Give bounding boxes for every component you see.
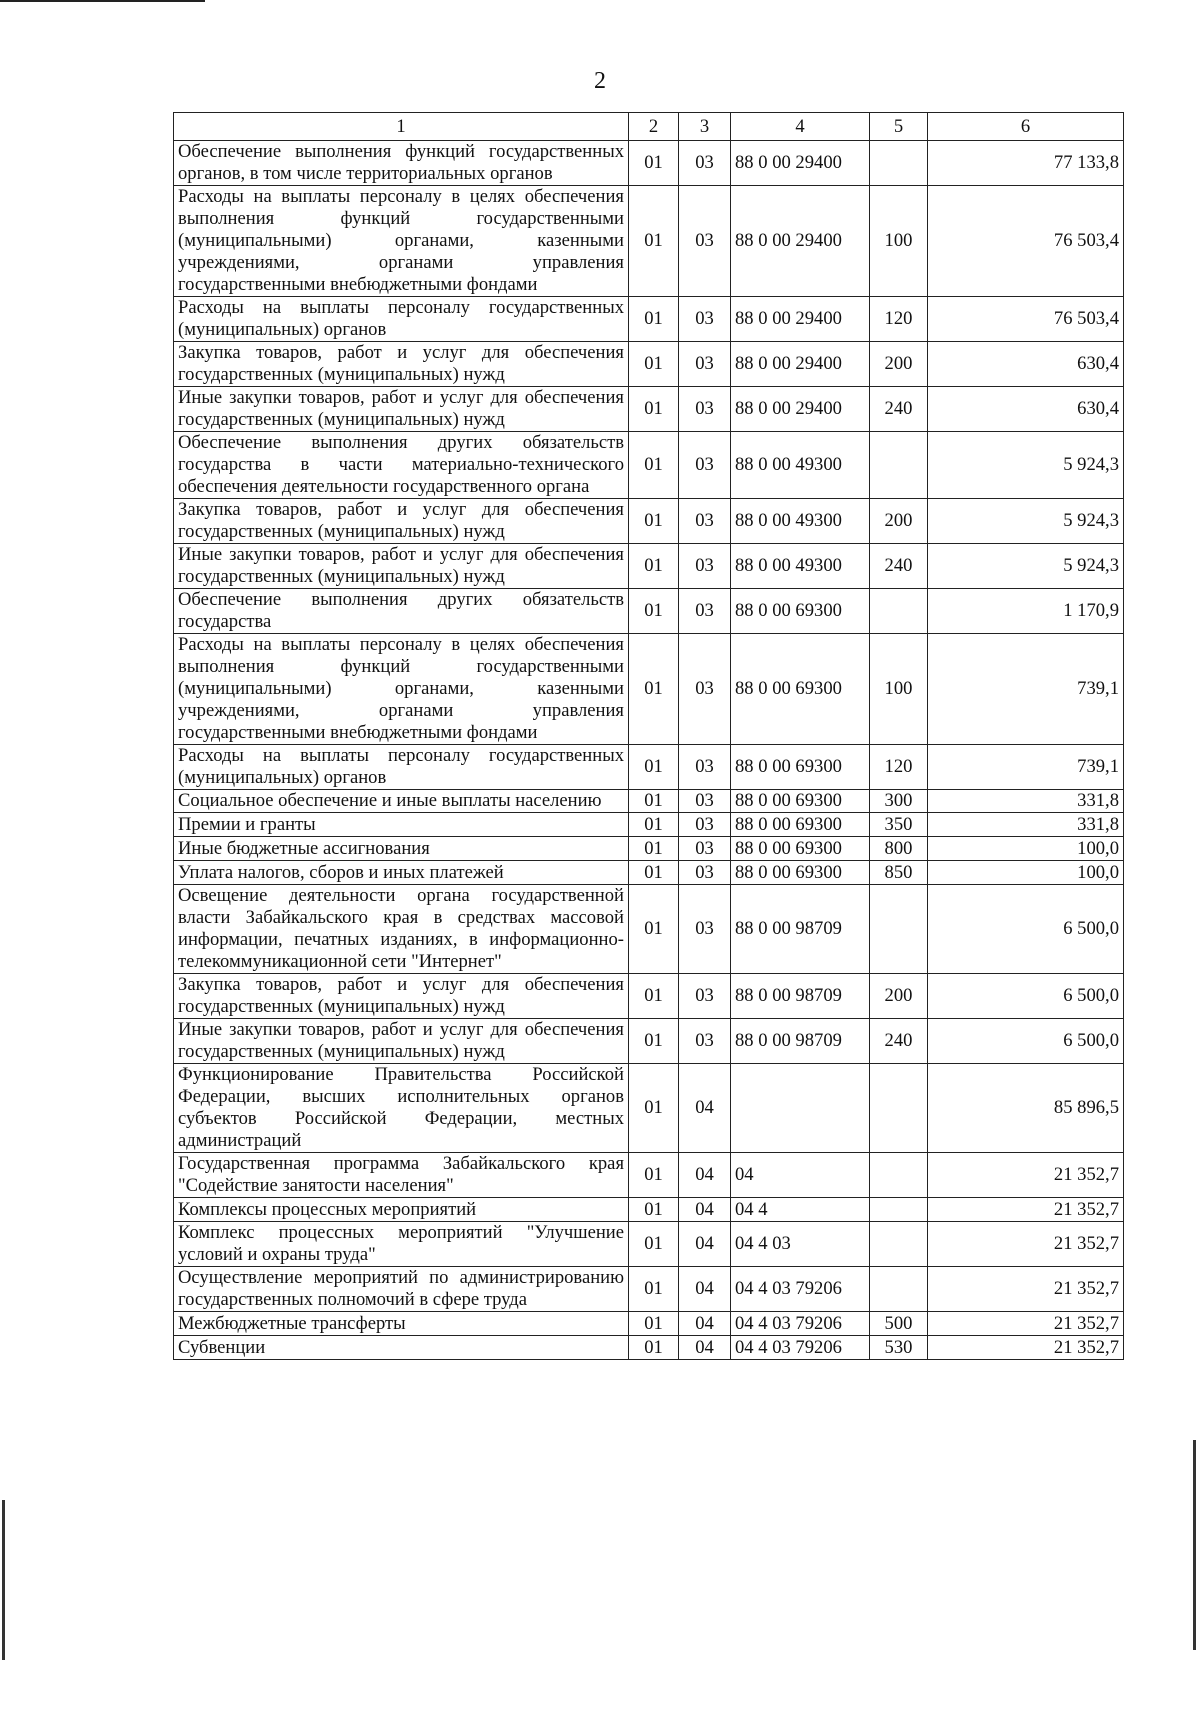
table-row	[174, 813, 1124, 837]
row-target-code: 88 0 00 98709	[731, 1019, 870, 1064]
row-target-code: 88 0 00 29400	[731, 297, 870, 342]
row-expense-type: 100	[870, 186, 928, 297]
row-amount: 21 352,7	[928, 1222, 1124, 1267]
row-name: Субвенции	[174, 1336, 629, 1360]
row-expense-type: 120	[870, 297, 928, 342]
row-amount: 630,4	[928, 342, 1124, 387]
row-subsection: 04	[679, 1312, 731, 1336]
row-name: Обеспечение выполнения других обязательств государства	[174, 589, 629, 634]
row-section: 01	[629, 589, 679, 634]
row-expense-type: 240	[870, 1019, 928, 1064]
row-amount: 21 352,7	[928, 1153, 1124, 1198]
row-name: Иные бюджетные ассигнования	[174, 837, 629, 861]
row-section: 01	[629, 1312, 679, 1336]
row-target-code: 04 4 03	[731, 1222, 870, 1267]
row-target-code: 88 0 00 69300	[731, 790, 870, 813]
table-row	[174, 1064, 1124, 1153]
row-name: Закупка товаров, работ и услуг для обеспечения государственных (муниципальных) нужд	[174, 499, 629, 544]
row-amount: 21 352,7	[928, 1336, 1124, 1360]
row-expense-type	[870, 141, 928, 186]
row-section: 01	[629, 499, 679, 544]
table-row	[174, 1222, 1124, 1267]
row-subsection: 03	[679, 297, 731, 342]
row-subsection: 03	[679, 861, 731, 885]
row-target-code: 04 4 03 79206	[731, 1312, 870, 1336]
table-row	[174, 387, 1124, 432]
row-subsection: 03	[679, 186, 731, 297]
row-name: Иные закупки товаров, работ и услуг для обеспечения государственных (муниципальных) нужд	[174, 544, 629, 589]
row-target-code: 88 0 00 69300	[731, 745, 870, 790]
row-subsection: 03	[679, 1019, 731, 1064]
row-subsection: 03	[679, 790, 731, 813]
row-name: Комплексы процессных мероприятий	[174, 1198, 629, 1222]
table-row	[174, 1312, 1124, 1336]
row-section: 01	[629, 837, 679, 861]
row-amount: 739,1	[928, 634, 1124, 745]
row-section: 01	[629, 745, 679, 790]
table-row	[174, 1267, 1124, 1312]
scan-artifact-edge-right	[1193, 1440, 1196, 1650]
table-row	[174, 544, 1124, 589]
row-expense-type	[870, 1064, 928, 1153]
budget-table	[173, 112, 1124, 1360]
row-target-code: 04 4 03 79206	[731, 1336, 870, 1360]
row-expense-type: 100	[870, 634, 928, 745]
row-subsection: 04	[679, 1198, 731, 1222]
row-expense-type: 300	[870, 790, 928, 813]
table-body	[174, 141, 1124, 1360]
row-section: 01	[629, 387, 679, 432]
row-subsection: 03	[679, 544, 731, 589]
row-subsection: 03	[679, 342, 731, 387]
row-subsection: 03	[679, 141, 731, 186]
row-amount: 76 503,4	[928, 297, 1124, 342]
row-target-code: 88 0 00 29400	[731, 141, 870, 186]
header-col-1: 1	[174, 113, 629, 141]
table-row	[174, 297, 1124, 342]
row-target-code: 88 0 00 69300	[731, 837, 870, 861]
row-amount: 739,1	[928, 745, 1124, 790]
row-section: 01	[629, 634, 679, 745]
row-amount: 100,0	[928, 861, 1124, 885]
row-target-code: 88 0 00 98709	[731, 974, 870, 1019]
table-row	[174, 141, 1124, 186]
row-subsection: 03	[679, 885, 731, 974]
row-amount: 6 500,0	[928, 885, 1124, 974]
row-expense-type	[870, 589, 928, 634]
table-row	[174, 342, 1124, 387]
table-row	[174, 1336, 1124, 1360]
row-name: Комплекс процессных мероприятий "Улучшение условий и охраны труда"	[174, 1222, 629, 1267]
table-row	[174, 634, 1124, 745]
row-target-code: 04 4 03 79206	[731, 1267, 870, 1312]
header-col-4: 4	[731, 113, 870, 141]
row-amount: 21 352,7	[928, 1312, 1124, 1336]
row-subsection: 03	[679, 387, 731, 432]
row-expense-type: 850	[870, 861, 928, 885]
table-row	[174, 861, 1124, 885]
row-name: Государственная программа Забайкальского края "Содействие занятости населения"	[174, 1153, 629, 1198]
table-row	[174, 885, 1124, 974]
row-expense-type: 200	[870, 974, 928, 1019]
header-row	[174, 113, 1124, 141]
row-name: Расходы на выплаты персоналу государственных (муниципальных) органов	[174, 297, 629, 342]
row-expense-type	[870, 1222, 928, 1267]
row-section: 01	[629, 813, 679, 837]
row-subsection: 04	[679, 1222, 731, 1267]
row-section: 01	[629, 297, 679, 342]
row-amount: 331,8	[928, 790, 1124, 813]
row-amount: 77 133,8	[928, 141, 1124, 186]
row-name: Осуществление мероприятий по администрированию государственных полномочий в сфере труда	[174, 1267, 629, 1312]
header-col-2: 2	[629, 113, 679, 141]
row-target-code	[731, 1064, 870, 1153]
row-expense-type: 350	[870, 813, 928, 837]
row-name: Обеспечение выполнения функций государственных органов, в том числе территориальных органов	[174, 141, 629, 186]
table-row	[174, 432, 1124, 499]
row-section: 01	[629, 1019, 679, 1064]
row-section: 01	[629, 141, 679, 186]
row-amount: 5 924,3	[928, 499, 1124, 544]
row-subsection: 04	[679, 1336, 731, 1360]
row-section: 01	[629, 432, 679, 499]
row-amount: 630,4	[928, 387, 1124, 432]
row-amount: 6 500,0	[928, 1019, 1124, 1064]
page-number: 2	[594, 68, 606, 94]
table-row	[174, 499, 1124, 544]
row-subsection: 04	[679, 1064, 731, 1153]
row-expense-type	[870, 1267, 928, 1312]
row-amount: 100,0	[928, 837, 1124, 861]
row-name: Премии и гранты	[174, 813, 629, 837]
row-section: 01	[629, 861, 679, 885]
row-name: Обеспечение выполнения других обязательств государства в части материально-технического обеспечения деятельности государственного органа	[174, 432, 629, 499]
header-col-5: 5	[870, 113, 928, 141]
row-section: 01	[629, 544, 679, 589]
row-expense-type: 240	[870, 387, 928, 432]
row-name: Уплата налогов, сборов и иных платежей	[174, 861, 629, 885]
row-amount: 85 896,5	[928, 1064, 1124, 1153]
row-section: 01	[629, 342, 679, 387]
row-amount: 21 352,7	[928, 1267, 1124, 1312]
row-name: Иные закупки товаров, работ и услуг для обеспечения государственных (муниципальных) нужд	[174, 1019, 629, 1064]
row-section: 01	[629, 1336, 679, 1360]
row-amount: 331,8	[928, 813, 1124, 837]
row-subsection: 03	[679, 634, 731, 745]
row-name: Расходы на выплаты персоналу государственных (муниципальных) органов	[174, 745, 629, 790]
row-expense-type	[870, 885, 928, 974]
row-amount: 6 500,0	[928, 974, 1124, 1019]
row-section: 01	[629, 1064, 679, 1153]
row-expense-type: 800	[870, 837, 928, 861]
table-row	[174, 790, 1124, 813]
row-section: 01	[629, 790, 679, 813]
row-expense-type	[870, 1153, 928, 1198]
row-name: Расходы на выплаты персоналу в целях обеспечения выполнения функций государственными (муниципальными) органами, казенными учреждениями, органами управления государственными внебюджетными фондами	[174, 634, 629, 745]
row-name: Социальное обеспечение и иные выплаты населению	[174, 790, 629, 813]
row-expense-type	[870, 1198, 928, 1222]
row-target-code: 88 0 00 69300	[731, 589, 870, 634]
row-section: 01	[629, 1267, 679, 1312]
table-row	[174, 974, 1124, 1019]
table-row	[174, 1153, 1124, 1198]
table-row	[174, 1198, 1124, 1222]
row-name: Расходы на выплаты персоналу в целях обеспечения выполнения функций государственными (муниципальными) органами, казенными учреждениями, органами управления государственными внебюджетными фондами	[174, 186, 629, 297]
row-target-code: 88 0 00 29400	[731, 342, 870, 387]
row-section: 01	[629, 974, 679, 1019]
row-expense-type: 200	[870, 342, 928, 387]
row-expense-type: 120	[870, 745, 928, 790]
row-subsection: 03	[679, 745, 731, 790]
row-target-code: 88 0 00 29400	[731, 186, 870, 297]
row-expense-type: 530	[870, 1336, 928, 1360]
row-name: Закупка товаров, работ и услуг для обеспечения государственных (муниципальных) нужд	[174, 342, 629, 387]
row-section: 01	[629, 1198, 679, 1222]
row-subsection: 03	[679, 837, 731, 861]
row-amount: 1 170,9	[928, 589, 1124, 634]
row-subsection: 03	[679, 432, 731, 499]
row-target-code: 88 0 00 69300	[731, 861, 870, 885]
row-subsection: 04	[679, 1267, 731, 1312]
scan-artifact-edge-left	[2, 1500, 5, 1660]
table-header	[174, 113, 1124, 141]
row-name: Иные закупки товаров, работ и услуг для обеспечения государственных (муниципальных) нужд	[174, 387, 629, 432]
row-target-code: 04	[731, 1153, 870, 1198]
row-target-code: 88 0 00 29400	[731, 387, 870, 432]
row-amount: 76 503,4	[928, 186, 1124, 297]
row-subsection: 03	[679, 499, 731, 544]
row-target-code: 88 0 00 49300	[731, 499, 870, 544]
row-name: Функционирование Правительства Российской Федерации, высших исполнительных органов субъектов Российской Федерации, местных администраций	[174, 1064, 629, 1153]
row-section: 01	[629, 186, 679, 297]
row-target-code: 88 0 00 49300	[731, 432, 870, 499]
row-name: Межбюджетные трансферты	[174, 1312, 629, 1336]
row-target-code: 88 0 00 69300	[731, 813, 870, 837]
row-target-code: 88 0 00 69300	[731, 634, 870, 745]
row-amount: 21 352,7	[928, 1198, 1124, 1222]
table-row	[174, 186, 1124, 297]
row-name: Освещение деятельности органа государственной власти Забайкальского края в средствах массовой информации, печатных изданиях, в информационно-телекоммуникационной сети "Интернет"	[174, 885, 629, 974]
row-expense-type: 500	[870, 1312, 928, 1336]
row-target-code: 88 0 00 49300	[731, 544, 870, 589]
table-row	[174, 837, 1124, 861]
header-col-6: 6	[928, 113, 1124, 141]
table-row	[174, 589, 1124, 634]
row-target-code: 04 4	[731, 1198, 870, 1222]
row-target-code: 88 0 00 98709	[731, 885, 870, 974]
row-section: 01	[629, 885, 679, 974]
row-amount: 5 924,3	[928, 544, 1124, 589]
row-name: Закупка товаров, работ и услуг для обеспечения государственных (муниципальных) нужд	[174, 974, 629, 1019]
scan-artifact-line	[0, 0, 205, 2]
row-expense-type: 240	[870, 544, 928, 589]
row-subsection: 03	[679, 974, 731, 1019]
table-row	[174, 1019, 1124, 1064]
row-section: 01	[629, 1153, 679, 1198]
row-subsection: 04	[679, 1153, 731, 1198]
row-subsection: 03	[679, 589, 731, 634]
row-subsection: 03	[679, 813, 731, 837]
table-row	[174, 745, 1124, 790]
row-section: 01	[629, 1222, 679, 1267]
row-amount: 5 924,3	[928, 432, 1124, 499]
header-col-3: 3	[679, 113, 731, 141]
row-expense-type	[870, 432, 928, 499]
row-expense-type: 200	[870, 499, 928, 544]
